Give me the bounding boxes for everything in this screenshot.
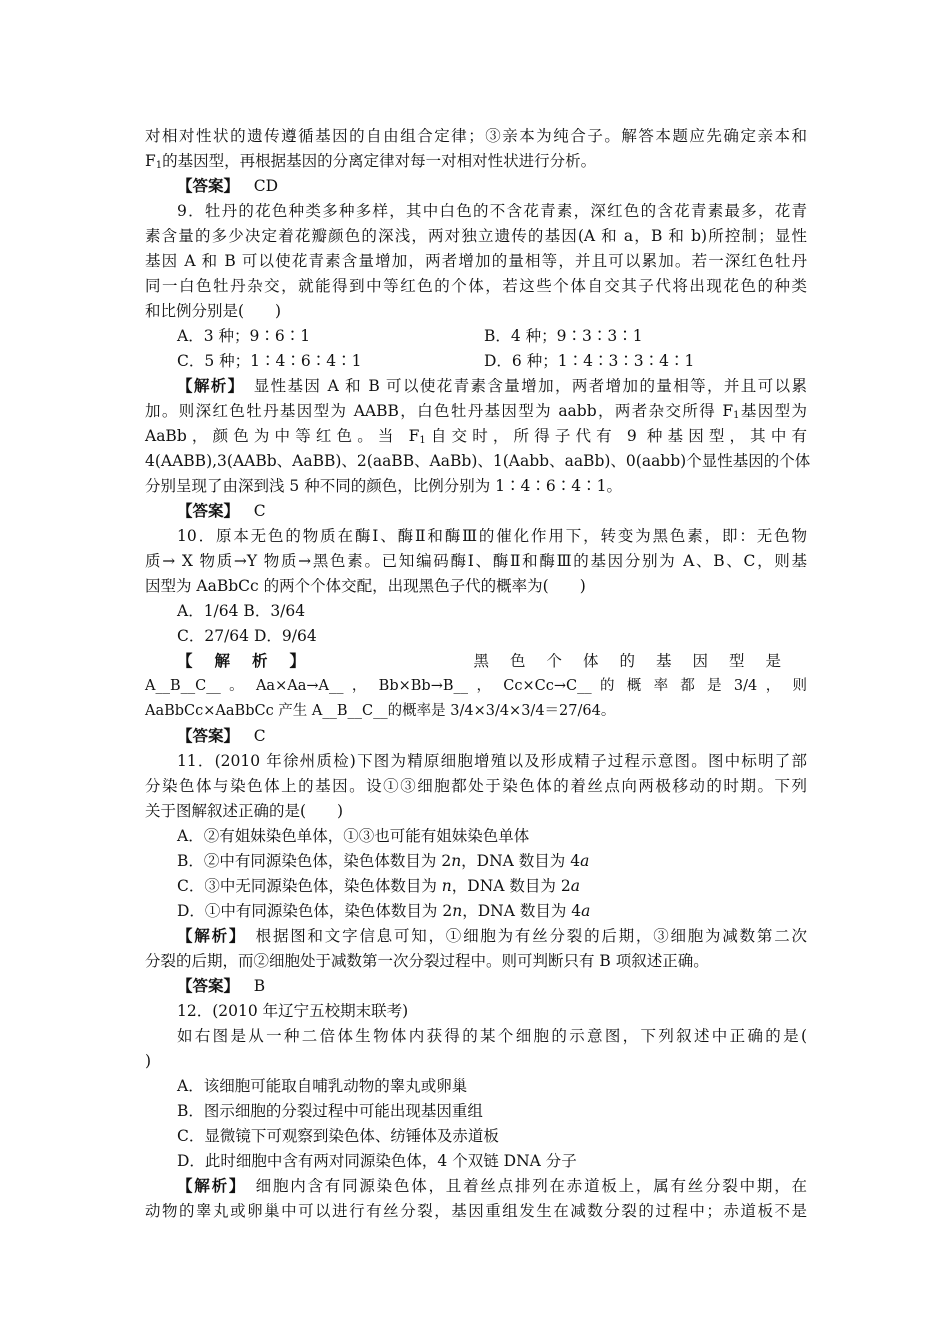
text-span: 10．原本无色的物质在酶Ⅰ、酶Ⅱ和酶Ⅲ的催化作用下，转变为黑色素，即：无色物 bbox=[177, 527, 807, 545]
explanation-label: 【解析】 bbox=[177, 651, 328, 670]
option-b bbox=[484, 325, 804, 347]
answer-label: 【答案】 bbox=[177, 501, 240, 520]
text-span: AaBb，颜色为中等红色。当 F bbox=[145, 427, 420, 445]
text-span: 11．(2010 年徐州质检)下图为精原细胞增殖以及形成精子过程示意图。图中标明了部 bbox=[177, 752, 807, 770]
text-span: 因型为 AaBbCc 的两个个体交配，出现黑色子代的概率为( ) bbox=[145, 577, 586, 595]
text-line bbox=[145, 150, 807, 172]
italic-var: n bbox=[451, 852, 462, 870]
option-b bbox=[177, 850, 777, 872]
option-text: C．③中无同源染色体，染色体数目为 bbox=[177, 877, 442, 895]
text-span: 分裂的后期，而②细胞处于减数第一次分裂过程中。则可判断只有 B 项叙述正确。 bbox=[145, 952, 709, 970]
option-text: B．②中有同源染色体，染色体数目为 2 bbox=[177, 852, 452, 870]
explanation-line bbox=[145, 400, 807, 422]
question-line bbox=[145, 1050, 807, 1072]
answer-line bbox=[177, 500, 807, 522]
text-span: 显性基因 A 和 B 可以使花青素含量增加，两者增加的量相等，并且可以累 bbox=[236, 377, 807, 395]
option-text: D．6 种；1∶4∶3∶3∶4∶1 bbox=[484, 352, 695, 370]
italic-var: n bbox=[452, 902, 463, 920]
text-span: 4(AABB),3(AABb、AaBB)、2(aaBB、AaBb)、1(Aabb、aaBb)、0(aabb)个显性基因的个体 bbox=[145, 452, 811, 470]
text-span: A__B__C__ 。 Aa×Aa→A__ ， Bb×Bb→B__ ， Cc×Cc→C__ 的 概 率 都 是 3/4 ， 则 bbox=[145, 678, 807, 694]
answer-value: C bbox=[253, 502, 266, 520]
question-line bbox=[177, 1000, 807, 1022]
question-line bbox=[145, 575, 807, 597]
option-b bbox=[177, 1100, 777, 1122]
option-a bbox=[177, 825, 777, 847]
option-text: C．显微镜下可观察到染色体、纺锤体及赤道板 bbox=[177, 1127, 499, 1145]
option-text: B．图示细胞的分裂过程中可能出现基因重组 bbox=[177, 1102, 483, 1120]
question-line bbox=[177, 750, 807, 772]
answer-label: 【答案】 bbox=[177, 726, 240, 745]
text-span: 同一白色牡丹杂交，就能得到中等红色的个体，若这些个体自交其子代将出现花色的种类 bbox=[145, 277, 807, 295]
answer-value: B bbox=[253, 977, 266, 995]
option-d bbox=[484, 350, 804, 372]
question-line bbox=[145, 800, 807, 822]
text-span: 根据图和文字信息可知，①细胞为有丝分裂的后期，③细胞为减数第二次 bbox=[238, 927, 807, 945]
answer-line bbox=[177, 725, 807, 747]
subscript: 1 bbox=[733, 410, 740, 421]
italic-var: a bbox=[570, 877, 580, 895]
explanation-line bbox=[145, 475, 807, 497]
text-span: 细胞内含有同源染色体，且着丝点排列在赤道板上，属有丝分裂中期，在 bbox=[238, 1177, 807, 1195]
option-text: A．该细胞可能取自哺乳动物的睾丸或卵巢 bbox=[177, 1077, 468, 1095]
option-a bbox=[177, 325, 477, 347]
explanation-label: 【解析】 bbox=[177, 376, 237, 395]
explanation-line bbox=[145, 950, 807, 972]
text-span: F bbox=[145, 152, 156, 170]
question-line bbox=[177, 1025, 807, 1047]
text-span: 分别呈现了由深到浅 5 种不同的颜色，比例分别为 1∶4∶6∶4∶1。 bbox=[145, 477, 622, 495]
option-a bbox=[177, 1075, 777, 1097]
italic-var: n bbox=[441, 877, 452, 895]
text-span: 12．(2010 年辽宁五校期末联考) bbox=[177, 1002, 409, 1020]
explanation-line bbox=[145, 425, 807, 447]
option-text: C．27/64 D．9/64 bbox=[177, 627, 317, 645]
explanation-line bbox=[145, 450, 811, 472]
question-line bbox=[145, 300, 807, 322]
question-line bbox=[145, 550, 807, 572]
text-span: 如右图是从一种二倍体生物体内获得的某个细胞的示意图，下列叙述中正确的是( bbox=[177, 1027, 807, 1045]
answer-line bbox=[177, 975, 807, 997]
explanation-line bbox=[145, 675, 807, 697]
text-span: 黑色个体的基因型是 bbox=[473, 652, 802, 670]
option-d bbox=[177, 900, 777, 922]
explanation-line bbox=[177, 650, 807, 672]
question-line bbox=[145, 225, 807, 247]
option-c bbox=[177, 1125, 777, 1147]
option-line bbox=[177, 625, 577, 647]
text-span: 的基因型，再根据基因的分离定律对每一对相对性状进行分析。 bbox=[162, 152, 597, 170]
option-text: D．①中有同源染色体，染色体数目为 2 bbox=[177, 902, 453, 920]
text-span: 9．牡丹的花色种类多种多样，其中白色的不含花青素，深红色的含花青素最多，花青 bbox=[177, 202, 807, 220]
text-span: 对相对性状的遗传遵循基因的自由组合定律；③亲本为纯合子。解答本题应先确定亲本和 bbox=[145, 127, 807, 145]
question-line bbox=[145, 775, 807, 797]
answer-label: 【答案】 bbox=[177, 976, 240, 995]
text-span: 动物的睾丸或卵巢中可以进行有丝分裂，基因重组发生在减数分裂的过程中；赤道板不是 bbox=[145, 1202, 807, 1220]
subscript: 1 bbox=[155, 160, 163, 171]
text-span: 关于图解叙述正确的是( ) bbox=[145, 802, 344, 820]
explanation-line bbox=[177, 375, 807, 397]
option-c bbox=[177, 875, 777, 897]
text-span: 分染色体与染色体上的基因。设①③细胞都处于染色体的着丝点向两极移动的时期。下列 bbox=[145, 777, 807, 795]
option-text: ，DNA 数目为 4 bbox=[462, 902, 582, 920]
answer-label: 【答案】 bbox=[177, 176, 240, 195]
explanation-label: 【解析】 bbox=[177, 1176, 239, 1195]
explanation-line bbox=[177, 1175, 807, 1197]
text-span: 基因型为 bbox=[739, 402, 807, 420]
option-text: A．1/64 B．3/64 bbox=[177, 602, 306, 620]
question-line bbox=[145, 275, 807, 297]
subscript: 1 bbox=[419, 435, 426, 446]
question-line bbox=[145, 250, 807, 272]
option-text: D．此时细胞中含有两对同源染色体，4 个双链 DNA 分子 bbox=[177, 1152, 577, 1170]
answer-value: CD bbox=[253, 177, 279, 195]
text-line bbox=[145, 125, 807, 147]
option-text: C．5 种；1∶4∶6∶4∶1 bbox=[177, 352, 362, 370]
option-text: ，DNA 数目为 2 bbox=[451, 877, 571, 895]
text-span: 和比例分别是( ) bbox=[145, 302, 282, 320]
option-text: ，DNA 数目为 4 bbox=[461, 852, 581, 870]
option-c bbox=[177, 350, 477, 372]
italic-var: a bbox=[581, 902, 591, 920]
text-span: 基因 A 和 B 可以使花青素含量增加，两者增加的量相等，并且可以累加。若一深红色牡丹 bbox=[145, 252, 807, 270]
italic-var: a bbox=[580, 852, 590, 870]
text-span: ) bbox=[145, 1052, 152, 1070]
explanation-line bbox=[145, 700, 807, 722]
answer-value: C bbox=[253, 727, 266, 745]
question-line bbox=[177, 200, 807, 222]
text-span: 加。则深红色牡丹基因型为 AABB，白色牡丹基因型为 aabb，两者杂交所得 F bbox=[145, 402, 734, 420]
option-text: B．4 种；9∶3∶3∶1 bbox=[484, 327, 643, 345]
question-line bbox=[177, 525, 807, 547]
text-span: 素含量的多少决定着花瓣颜色的深浅，两对独立遗传的基因(A 和 a，B 和 b)所控制；显性 bbox=[145, 227, 807, 245]
text-span: 质→ X 物质→Y 物质→黑色素。已知编码酶Ⅰ、酶Ⅱ和酶Ⅲ的基因分别为 A、B、C，则基 bbox=[145, 552, 807, 570]
option-text: A．②有姐妹染色单体，①③也可能有姐妹染色单体 bbox=[177, 827, 530, 845]
answer-line bbox=[177, 175, 807, 197]
option-line bbox=[177, 600, 577, 622]
text-span: 自交时，所得子代有 9 种基因型，其中有 bbox=[425, 427, 807, 445]
text-span: AaBbCc×AaBbCc 产生 A__B__C__的概率是 3/4×3/4×3/4＝27/64。 bbox=[145, 703, 616, 719]
option-d bbox=[177, 1150, 777, 1172]
option-text: A．3 种；9∶6∶1 bbox=[177, 327, 311, 345]
explanation-label: 【解析】 bbox=[177, 926, 239, 945]
explanation-line bbox=[145, 1200, 807, 1222]
explanation-line bbox=[177, 925, 807, 947]
